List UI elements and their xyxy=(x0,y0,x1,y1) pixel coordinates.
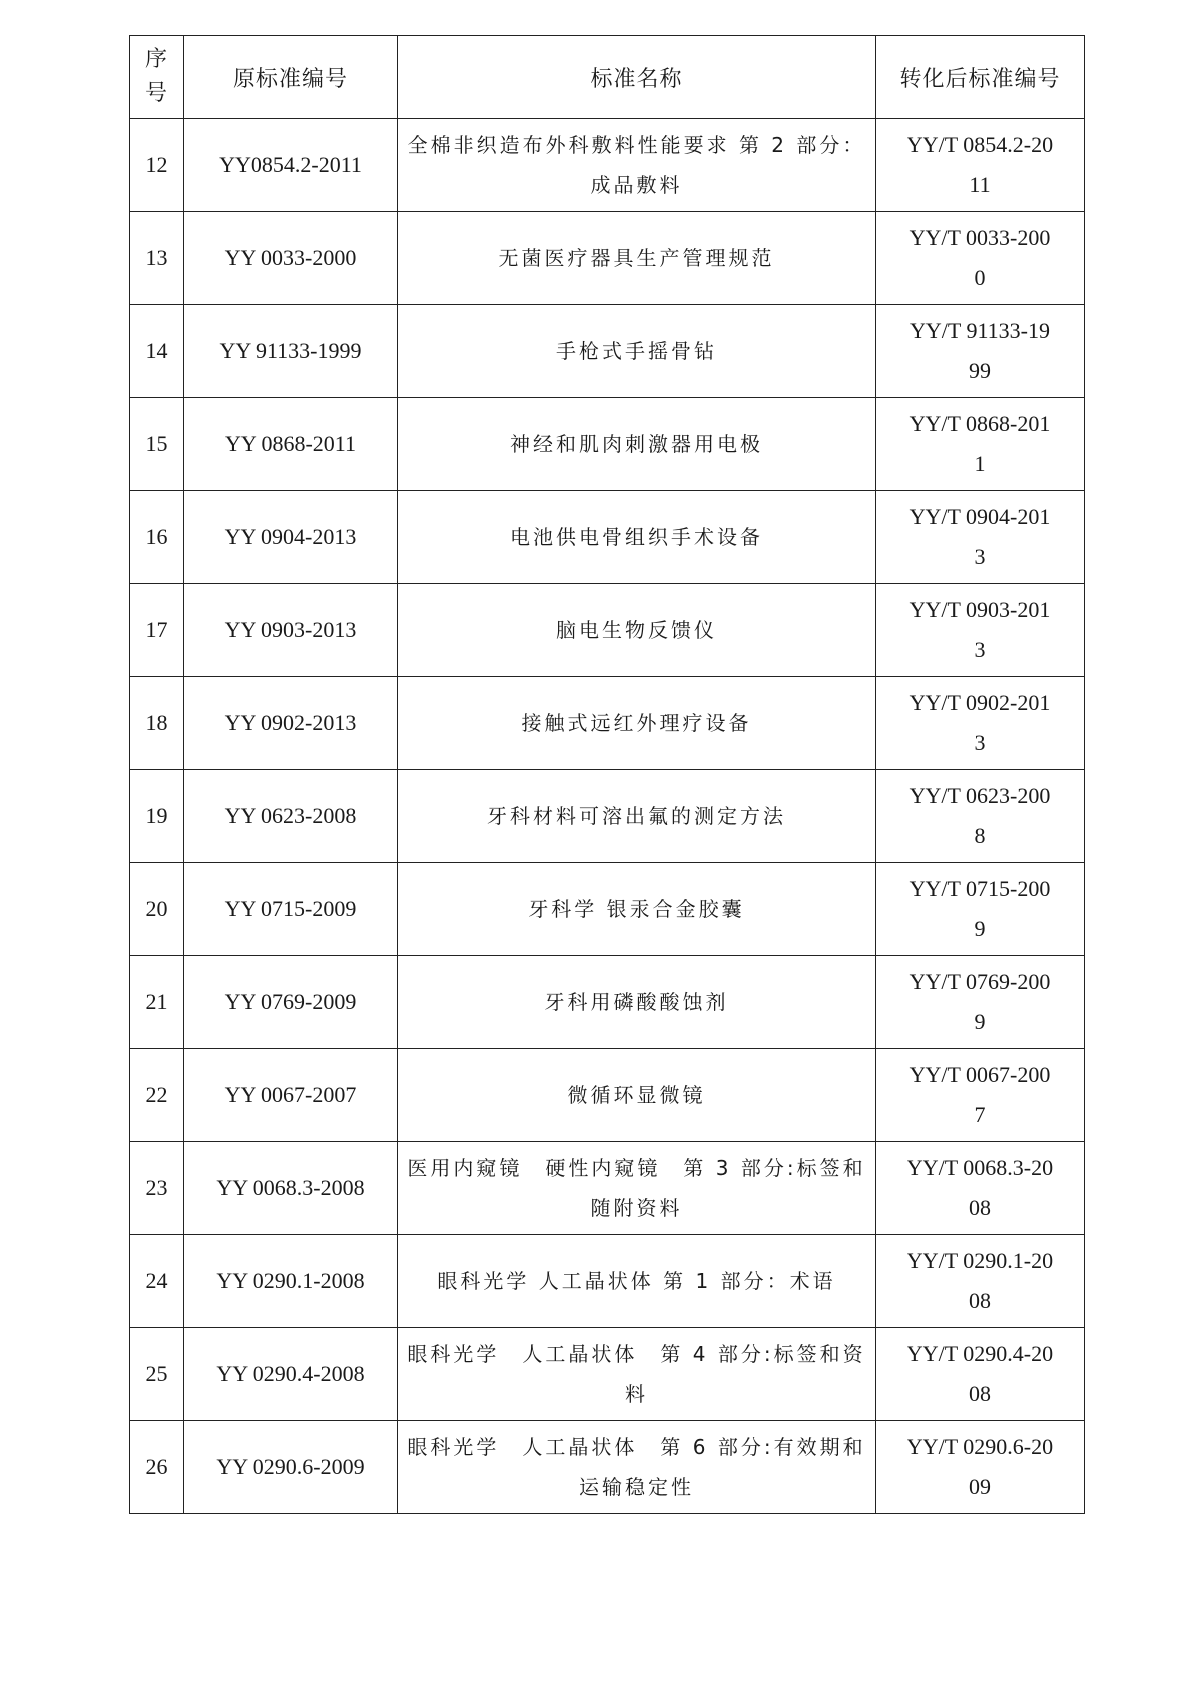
standards-table xyxy=(129,35,1085,1514)
standard-name-cell: 电池供电骨组织手术设备 xyxy=(398,491,876,584)
table-row xyxy=(130,119,1085,212)
original-standard-number-cell: YY 0769-2009 xyxy=(184,956,398,1049)
serial-number-cell: 17 xyxy=(130,584,184,677)
converted-standard-number-text: YY/T 0623-2008 xyxy=(909,783,1051,848)
converted-standard-number-cell xyxy=(876,863,1085,956)
table-body xyxy=(130,119,1085,1514)
converted-standard-number-text: YY/T 0769-2009 xyxy=(909,969,1051,1034)
standard-name-cell: 手枪式手摇骨钻 xyxy=(398,305,876,398)
converted-standard-number-cell xyxy=(876,1142,1085,1235)
converted-standard-number-cell xyxy=(876,770,1085,863)
original-standard-number-cell: YY 0068.3-2008 xyxy=(184,1142,398,1235)
converted-standard-number-cell xyxy=(876,1049,1085,1142)
standard-name-cell: 眼科光学 人工晶状体 第 6 部分:有效期和运输稳定性 xyxy=(398,1421,876,1514)
original-standard-number-cell: YY 91133-1999 xyxy=(184,305,398,398)
standard-name-cell: 神经和肌肉刺激器用电极 xyxy=(398,398,876,491)
converted-standard-number-text: YY/T 0903-2013 xyxy=(909,597,1051,662)
converted-standard-number-cell xyxy=(876,1421,1085,1514)
converted-standard-number-cell xyxy=(876,677,1085,770)
table-row xyxy=(130,863,1085,956)
converted-standard-number-cell xyxy=(876,1328,1085,1421)
serial-number-cell: 26 xyxy=(130,1421,184,1514)
table-row xyxy=(130,677,1085,770)
converted-standard-number-cell xyxy=(876,491,1085,584)
table-row xyxy=(130,956,1085,1049)
converted-standard-number-cell xyxy=(876,398,1085,491)
converted-standard-number-cell xyxy=(876,305,1085,398)
table-row xyxy=(130,1142,1085,1235)
serial-number-cell: 12 xyxy=(130,119,184,212)
table-row xyxy=(130,770,1085,863)
converted-standard-number-text: YY/T 0715-2009 xyxy=(909,876,1051,941)
standard-name-cell: 脑电生物反馈仪 xyxy=(398,584,876,677)
original-standard-number-cell: YY 0290.1-2008 xyxy=(184,1235,398,1328)
converted-standard-number-text: YY/T 0902-2013 xyxy=(909,690,1051,755)
serial-number-cell: 14 xyxy=(130,305,184,398)
standard-name-cell: 牙科用磷酸酸蚀剂 xyxy=(398,956,876,1049)
header-standard-name: 标准名称 xyxy=(398,36,876,119)
converted-standard-number-text: YY/T 0290.6-2009 xyxy=(906,1434,1054,1499)
header-original-standard-number: 原标准编号 xyxy=(184,36,398,119)
original-standard-number-cell: YY 0290.6-2009 xyxy=(184,1421,398,1514)
original-standard-number-cell: YY 0715-2009 xyxy=(184,863,398,956)
serial-number-cell: 13 xyxy=(130,212,184,305)
table-row xyxy=(130,398,1085,491)
table-row xyxy=(130,584,1085,677)
converted-standard-number-cell xyxy=(876,119,1085,212)
table-row xyxy=(130,305,1085,398)
original-standard-number-cell: YY 0623-2008 xyxy=(184,770,398,863)
converted-standard-number-cell xyxy=(876,1235,1085,1328)
converted-standard-number-text: YY/T 0290.4-2008 xyxy=(906,1341,1054,1406)
original-standard-number-cell: YY 0290.4-2008 xyxy=(184,1328,398,1421)
standard-name-cell: 牙科材料可溶出氟的测定方法 xyxy=(398,770,876,863)
serial-number-cell: 19 xyxy=(130,770,184,863)
table-row xyxy=(130,491,1085,584)
standard-name-cell: 接触式远红外理疗设备 xyxy=(398,677,876,770)
converted-standard-number-text: YY/T 0904-2013 xyxy=(909,504,1051,569)
table-row xyxy=(130,1421,1085,1514)
serial-number-cell: 21 xyxy=(130,956,184,1049)
standard-name-cell: 医用内窥镜 硬性内窥镜 第 3 部分:标签和随附资料 xyxy=(398,1142,876,1235)
table-row xyxy=(130,1049,1085,1142)
serial-number-cell: 18 xyxy=(130,677,184,770)
table-row xyxy=(130,212,1085,305)
standard-name-cell: 全棉非织造布外科敷料性能要求 第 2 部分：成品敷料 xyxy=(398,119,876,212)
serial-number-cell: 16 xyxy=(130,491,184,584)
serial-number-cell: 15 xyxy=(130,398,184,491)
serial-number-cell: 25 xyxy=(130,1328,184,1421)
serial-number-cell: 24 xyxy=(130,1235,184,1328)
original-standard-number-cell: YY 0903-2013 xyxy=(184,584,398,677)
table-row xyxy=(130,1235,1085,1328)
original-standard-number-cell: YY 0067-2007 xyxy=(184,1049,398,1142)
standard-name-cell: 眼科光学 人工晶状体 第 1 部分：术语 xyxy=(398,1235,876,1328)
original-standard-number-cell: YY0854.2-2011 xyxy=(184,119,398,212)
standard-name-cell: 眼科光学 人工晶状体 第 4 部分:标签和资料 xyxy=(398,1328,876,1421)
converted-standard-number-cell xyxy=(876,956,1085,1049)
converted-standard-number-text: YY/T 0868-2011 xyxy=(909,411,1051,476)
standard-name-cell: 微循环显微镜 xyxy=(398,1049,876,1142)
table-header-row xyxy=(130,36,1085,119)
original-standard-number-cell: YY 0033-2000 xyxy=(184,212,398,305)
standard-name-cell: 无菌医疗器具生产管理规范 xyxy=(398,212,876,305)
original-standard-number-cell: YY 0902-2013 xyxy=(184,677,398,770)
serial-number-cell: 22 xyxy=(130,1049,184,1142)
original-standard-number-cell: YY 0868-2011 xyxy=(184,398,398,491)
converted-standard-number-text: YY/T 0290.1-2008 xyxy=(906,1248,1054,1313)
standard-name-cell: 牙科学 银汞合金胶囊 xyxy=(398,863,876,956)
converted-standard-number-text: YY/T 0854.2-2011 xyxy=(906,132,1054,197)
table-row xyxy=(130,1328,1085,1421)
converted-standard-number-text: YY/T 0068.3-2008 xyxy=(906,1155,1054,1220)
converted-standard-number-text: YY/T 0033-2000 xyxy=(909,225,1051,290)
header-converted-standard-number: 转化后标准编号 xyxy=(876,36,1085,119)
converted-standard-number-text: YY/T 0067-2007 xyxy=(909,1062,1051,1127)
serial-number-cell: 23 xyxy=(130,1142,184,1235)
converted-standard-number-cell xyxy=(876,212,1085,305)
header-serial-number: 序号 xyxy=(130,36,184,119)
converted-standard-number-text: YY/T 91133-1999 xyxy=(910,318,1050,383)
converted-standard-number-cell xyxy=(876,584,1085,677)
serial-number-cell: 20 xyxy=(130,863,184,956)
original-standard-number-cell: YY 0904-2013 xyxy=(184,491,398,584)
